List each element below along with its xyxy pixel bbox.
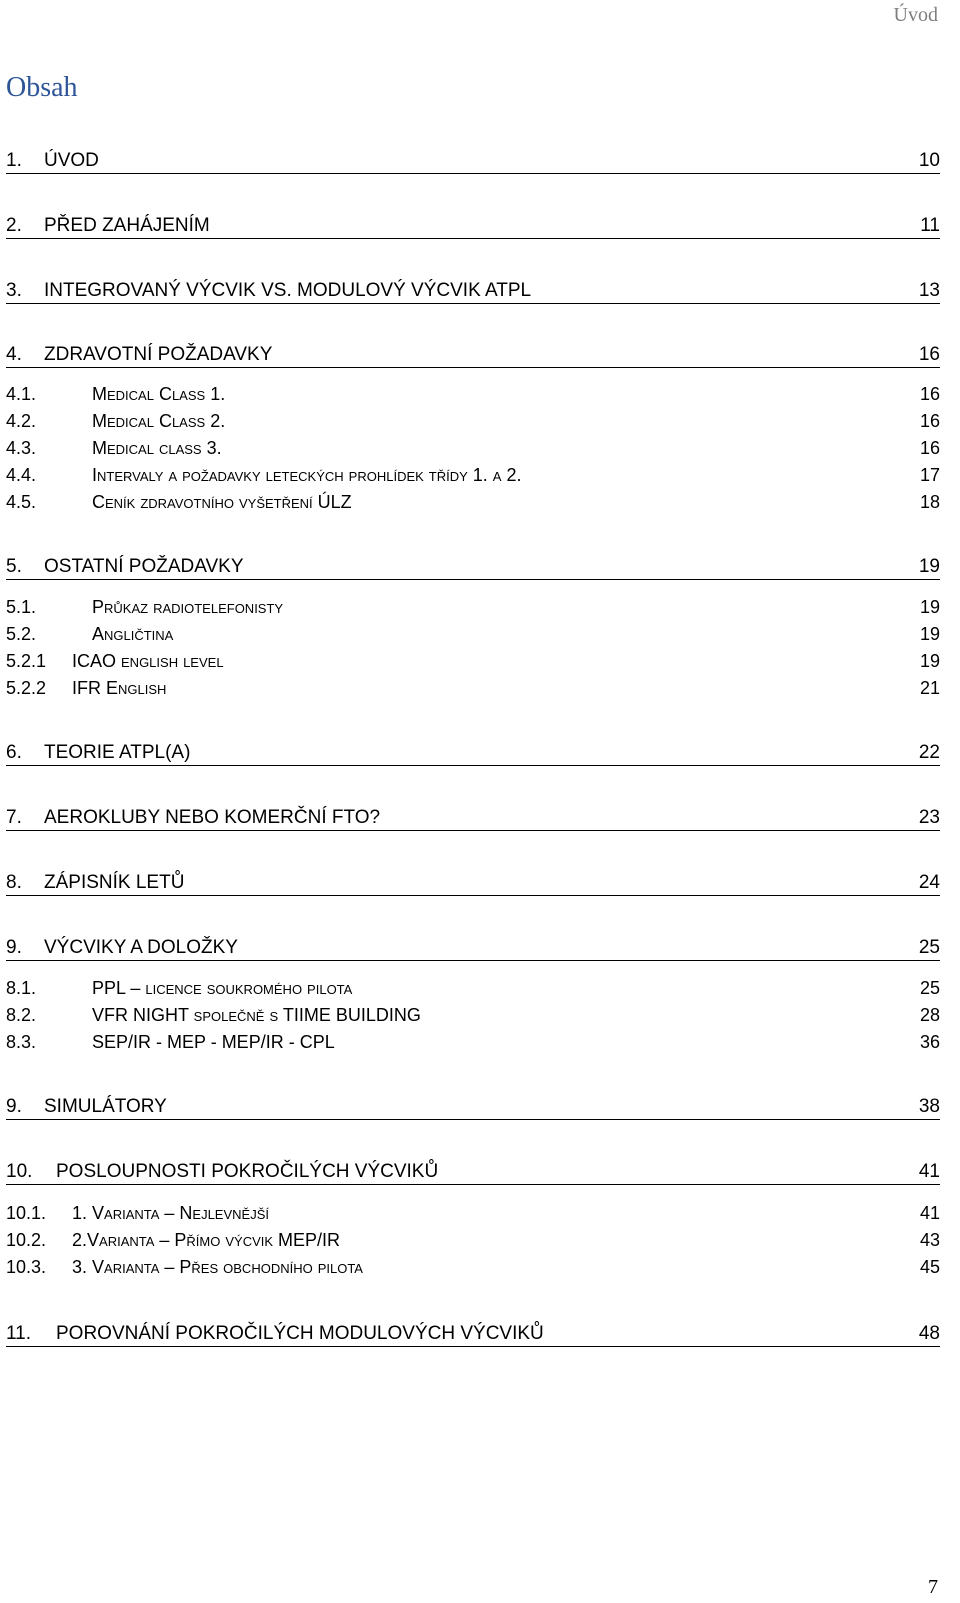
toc-underline xyxy=(6,579,940,580)
toc-entry-number: 5.2.2 xyxy=(6,678,47,698)
toc-entry-title: VFR NIGHT společně s TIIME BUILDING xyxy=(92,1005,421,1025)
toc-entry-title: Medical class 3. xyxy=(92,438,222,458)
toc-underline xyxy=(6,367,940,368)
toc-entry-page: 19 xyxy=(919,651,940,671)
toc-entry-number: 8.3. xyxy=(6,1032,37,1052)
toc-entry-number: 7. xyxy=(6,807,22,828)
toc-entry-number: 8.1. xyxy=(6,978,37,998)
toc-entry-3[interactable] xyxy=(6,280,940,302)
toc-entry-number: 4.4. xyxy=(6,465,37,485)
toc-entry-number: 3. xyxy=(6,280,22,301)
toc-underline xyxy=(6,765,940,766)
toc-entry-title: 2.Varianta – Přímo výcvik MEP/IR xyxy=(72,1230,341,1250)
toc-underline xyxy=(6,303,940,304)
toc-entry-number: 4.2. xyxy=(6,411,37,431)
toc-subentry[interactable] xyxy=(6,438,940,459)
toc-entry-title: ICAO english level xyxy=(72,651,224,671)
toc-subentry[interactable] xyxy=(6,1203,940,1224)
toc-subentry[interactable] xyxy=(6,384,940,405)
toc-entry-page: 43 xyxy=(919,1230,940,1250)
toc-entry-number: 11. xyxy=(6,1323,32,1344)
toc-entry-9[interactable] xyxy=(6,937,940,959)
toc-entry-8[interactable] xyxy=(6,872,940,894)
page-number: 7 xyxy=(928,1576,938,1598)
toc-entry-title: Medical Class 2. xyxy=(92,411,226,431)
toc-entry-page: 16 xyxy=(919,411,940,431)
toc-entry-page: 41 xyxy=(918,1161,940,1182)
toc-entry-number: 5. xyxy=(6,556,22,577)
toc-entry-number: 10.1. xyxy=(6,1203,47,1223)
toc-entry-title: AEROKLUBY NEBO KOMERČNÍ FTO? xyxy=(44,807,381,828)
toc-entry-number: 9. xyxy=(6,1096,22,1117)
toc-entry-page: 25 xyxy=(918,937,940,958)
toc-entry-number: 4.5. xyxy=(6,492,37,512)
toc-subentry[interactable] xyxy=(6,1032,940,1053)
toc-underline xyxy=(6,1184,940,1185)
toc-entry-number: 1. xyxy=(6,150,22,171)
toc-entry-page: 11 xyxy=(920,215,940,236)
toc-entry-4[interactable] xyxy=(6,344,940,366)
toc-entry-11[interactable] xyxy=(6,1323,940,1345)
toc-entry-page: 45 xyxy=(919,1257,940,1277)
toc-entry-number: 4. xyxy=(6,344,22,365)
toc-entry-title: SIMULÁTORY xyxy=(44,1096,167,1117)
toc-subentry[interactable] xyxy=(6,651,940,672)
toc-entry-page: 23 xyxy=(918,807,940,828)
toc-entry-number: 4.3. xyxy=(6,438,37,458)
toc-entry-title: Angličtina xyxy=(92,624,174,644)
toc-entry-page: 28 xyxy=(919,1005,940,1025)
toc-entry-10[interactable] xyxy=(6,1161,940,1183)
toc-entry-page: 25 xyxy=(919,978,940,998)
toc-entry-number: 10.3. xyxy=(6,1257,47,1277)
running-header: Úvod xyxy=(893,4,938,26)
toc-underline xyxy=(6,1119,940,1120)
toc-entry-title: Průkaz radiotelefonisty xyxy=(92,597,284,617)
toc-entry-number: 10.2. xyxy=(6,1230,47,1250)
toc-entry-title: Medical Class 1. xyxy=(92,384,226,404)
toc-entry-page: 36 xyxy=(919,1032,940,1052)
toc-entry-title: SEP/IR - MEP - MEP/IR - CPL xyxy=(92,1032,335,1052)
toc-subentry[interactable] xyxy=(6,1230,940,1251)
toc-entry-2[interactable] xyxy=(6,215,940,237)
toc-entry-7[interactable] xyxy=(6,807,940,829)
toc-entry-page: 16 xyxy=(919,438,940,458)
toc-entry-page: 16 xyxy=(919,384,940,404)
toc-entry-title: POROVNÁNÍ POKROČILÝCH MODULOVÝCH VÝCVIKŮ xyxy=(56,1323,544,1344)
toc-underline xyxy=(6,238,940,239)
toc-entry-title: VÝCVIKY A DOLOŽKY xyxy=(44,937,238,958)
toc-subentry[interactable] xyxy=(6,1005,940,1026)
toc-entry-title: IFR English xyxy=(72,678,167,698)
toc-entry-number: 5.1. xyxy=(6,597,37,617)
toc-entry-page: 48 xyxy=(918,1323,940,1344)
toc-entry-number: 5.2. xyxy=(6,624,37,644)
toc-entry-title: ZDRAVOTNÍ POŽADAVKY xyxy=(44,344,273,365)
toc-entry-page: 18 xyxy=(919,492,940,512)
toc-entry-page: 17 xyxy=(919,465,940,485)
toc-entry-title: Ceník zdravotního vyšetření ÚLZ xyxy=(92,492,352,512)
toc-entry-title: ÚVOD xyxy=(44,150,99,171)
toc-entry-page: 13 xyxy=(918,280,940,301)
toc-subentry[interactable] xyxy=(6,492,940,513)
toc-entry-page: 19 xyxy=(918,556,940,577)
toc-entry-title: Intervaly a požadavky leteckých prohlídek třídy 1. a 2. xyxy=(92,465,522,485)
toc-subentry[interactable] xyxy=(6,465,940,486)
toc-entry-page: 10 xyxy=(918,150,940,171)
toc-entry-page: 24 xyxy=(918,872,940,893)
toc-entry-title: 3. Varianta – Přes obchodního pilota xyxy=(72,1257,363,1277)
toc-entry-simulatory[interactable] xyxy=(6,1096,940,1118)
toc-entry-page: 19 xyxy=(919,624,940,644)
toc-entry-number: 8.2. xyxy=(6,1005,37,1025)
toc-entry-title: PŘED ZAHÁJENÍM xyxy=(44,215,210,236)
toc-entry-number: 8. xyxy=(6,872,22,893)
toc-subentry[interactable] xyxy=(6,624,940,645)
toc-entry-5[interactable] xyxy=(6,556,940,578)
toc-underline xyxy=(6,830,940,831)
toc-entry-title: ZÁPISNÍK LETŮ xyxy=(44,872,185,893)
toc-entry-title: POSLOUPNOSTI POKROČILÝCH VÝCVIKŮ xyxy=(56,1161,439,1182)
toc-underline xyxy=(6,1346,940,1347)
toc-entry-6[interactable] xyxy=(6,742,940,764)
toc-underline xyxy=(6,173,940,174)
toc-entry-title: OSTATNÍ POŽADAVKY xyxy=(44,556,244,577)
toc-entry-number: 5.2.1 xyxy=(6,651,47,671)
toc-underline xyxy=(6,895,940,896)
toc-entry-page: 41 xyxy=(919,1203,940,1223)
toc-subentry[interactable] xyxy=(6,678,940,699)
toc-subentry[interactable] xyxy=(6,597,940,618)
toc-entry-page: 21 xyxy=(919,678,940,698)
toc-underline xyxy=(6,960,940,961)
toc-title: Obsah xyxy=(6,72,78,103)
toc-entry-number: 9. xyxy=(6,937,22,958)
toc-entry-page: 22 xyxy=(918,742,940,763)
toc-entry-page: 16 xyxy=(918,344,940,365)
toc-entry-title: TEORIE ATPL(A) xyxy=(44,742,191,763)
toc-entry-title: INTEGROVANÝ VÝCVIK VS. MODULOVÝ VÝCVIK ATPL xyxy=(44,280,532,301)
toc-subentry[interactable] xyxy=(6,1257,940,1278)
toc-subentry[interactable] xyxy=(6,978,940,999)
toc-entry-number: 2. xyxy=(6,215,22,236)
toc-entry-title: PPL – licence soukromého pilota xyxy=(92,978,353,998)
toc-entry-title: 1. Varianta – Nejlevnější xyxy=(72,1203,269,1223)
toc-entry-number: 10. xyxy=(6,1161,33,1182)
toc-entry-1[interactable] xyxy=(6,150,940,172)
toc-entry-page: 19 xyxy=(919,597,940,617)
toc-entry-number: 6. xyxy=(6,742,22,763)
toc-entry-number: 4.1. xyxy=(6,384,37,404)
toc-subentry[interactable] xyxy=(6,411,940,432)
toc-entry-page: 38 xyxy=(918,1096,940,1117)
